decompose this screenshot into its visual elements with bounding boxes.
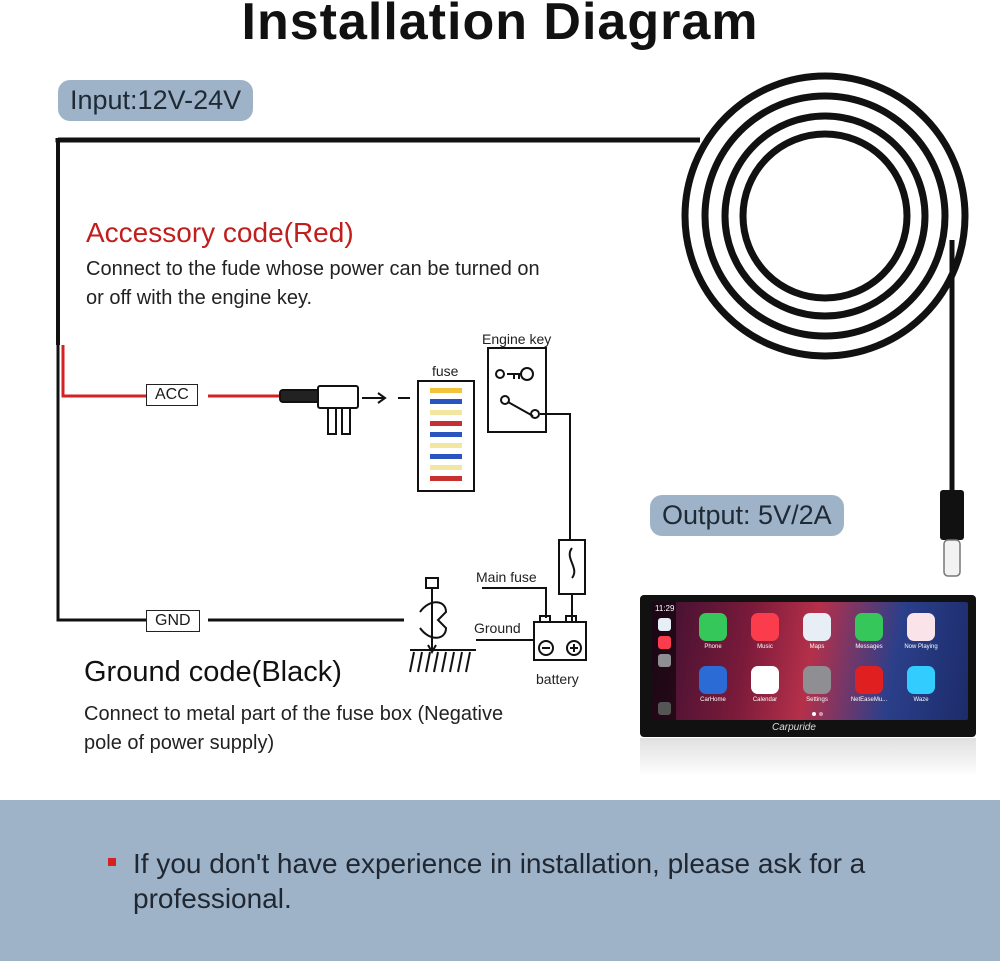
accessory-description: Connect to the fude whose power can be turned on or off with the engine key.	[86, 258, 540, 309]
acc-wire	[63, 345, 146, 396]
neteasemusic-icon[interactable]	[855, 666, 883, 694]
display-reflection	[640, 738, 976, 776]
engine-key-switch	[488, 348, 546, 432]
app-label: NetEaseMu...	[850, 697, 888, 703]
acc-wire-label: ACC	[146, 384, 198, 406]
calendar-icon[interactable]	[751, 666, 779, 694]
input-voltage-label: Input:12V-24V	[58, 80, 253, 121]
brand-logo: Carpuride	[772, 722, 816, 733]
waze-icon[interactable]	[907, 666, 935, 694]
app-label: CarHome	[700, 697, 726, 703]
app-label: Settings	[806, 697, 828, 703]
display-clock: 11:29	[655, 604, 675, 613]
accessory-heading: Accessory code(Red)	[86, 217, 354, 248]
main-fuse-label: Main fuse	[476, 569, 537, 585]
output-voltage-label: Output: 5V/2A	[650, 495, 844, 536]
messages-icon[interactable]	[855, 613, 883, 641]
battery-symbol	[534, 616, 586, 660]
ground-terminal	[410, 578, 476, 672]
engine-key-label: Engine key	[482, 331, 552, 347]
fuse-tap	[280, 386, 410, 434]
sidebar-music-icon	[658, 636, 671, 649]
app-label: Music	[757, 644, 773, 650]
now-playing-icon[interactable]	[907, 613, 935, 641]
page-dot	[812, 712, 816, 716]
app-label: Waze	[913, 697, 929, 703]
sidebar-settings-icon	[658, 654, 671, 667]
app-label: Calendar	[752, 697, 778, 703]
ground-description: Connect to metal part of the fuse box (Negative pole of power supply)	[84, 703, 504, 754]
footer-note: If you don't have experience in installation, please ask for a professional.	[133, 848, 866, 914]
usb-c-connector	[940, 490, 964, 540]
app-label: Messages	[855, 644, 883, 650]
phone-icon[interactable]	[699, 613, 727, 641]
fuse-label: fuse	[432, 363, 459, 379]
fuse-box	[418, 381, 474, 491]
battery-label: battery	[536, 671, 579, 687]
page-title: Installation Diagram	[241, 0, 759, 51]
dashboard-icon	[658, 702, 671, 715]
music-icon[interactable]	[751, 613, 779, 641]
gnd-wire-label: GND	[146, 610, 200, 632]
maps-icon[interactable]	[803, 613, 831, 641]
app-label: Phone	[704, 644, 722, 650]
ground-heading: Ground code(Black)	[84, 656, 342, 688]
app-label: Now Playing	[904, 644, 938, 650]
sidebar-maps-icon	[658, 618, 671, 631]
input-wire	[58, 138, 700, 140]
cable-coil	[685, 76, 965, 356]
bullet-icon	[108, 858, 116, 866]
settings-icon[interactable]	[803, 666, 831, 694]
page-dot	[819, 712, 823, 716]
app-label: Maps	[809, 644, 825, 650]
carhome-icon[interactable]	[699, 666, 727, 694]
ground-label: Ground	[474, 620, 521, 636]
